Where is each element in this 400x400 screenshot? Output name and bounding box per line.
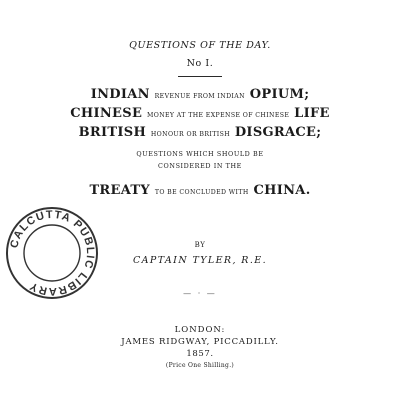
title-line-3	[0, 125, 400, 140]
title-line-3-small: HONOUR OR BRITISH	[150, 131, 231, 138]
title-line-3-word-a: BRITISH	[78, 125, 147, 140]
by-label: BY	[194, 241, 206, 249]
short-rule	[178, 76, 222, 77]
stamp-outer-ring	[7, 208, 97, 298]
imprint-publisher: JAMES RIDGWAY, PICCADILLY.	[121, 337, 279, 347]
imprint-price: (Price One Shilling.)	[165, 362, 235, 369]
title-line-2-word-b: LIFE	[294, 106, 330, 121]
stamp-text	[8, 209, 96, 297]
title-line-4-small: TO BE CONCLUDED WITH	[154, 189, 249, 196]
title-line-4-word-a: TREATY	[89, 183, 150, 198]
title-line-1-word-b: OPIUM;	[249, 87, 310, 102]
title-line-1-word-a: INDIAN	[90, 87, 150, 102]
title-line-2-small: MONEY AT THE EXPENSE OF CHINESE	[146, 112, 290, 119]
series-title: QUESTIONS OF THE DAY.	[129, 40, 271, 51]
title-line-4	[0, 183, 400, 198]
library-stamp	[4, 205, 100, 301]
series-number: No I.	[186, 58, 214, 69]
title-line-1	[0, 87, 400, 102]
title-line-2-word-a: CHINESE	[70, 106, 143, 121]
title-line-4-word-b: CHINA.	[253, 183, 311, 198]
title-line-3-word-b: DISGRACE;	[234, 125, 322, 140]
ornamental-divider: — · —	[183, 289, 217, 298]
imprint-city: LONDON:	[174, 325, 226, 335]
stamp-inner-ring	[24, 225, 80, 281]
imprint-year: 1857.	[186, 349, 214, 359]
questions-line-1: QUESTIONS WHICH SHOULD BE	[136, 150, 264, 158]
title-line-1-small: REVENUE FROM INDIAN	[154, 93, 245, 100]
questions-line-2: CONSIDERED IN THE	[158, 162, 242, 170]
stamp-text-path: CALCUTTA PUBLIC LIBRARY	[8, 208, 97, 298]
title-line-2	[0, 106, 400, 121]
author-name: CAPTAIN TYLER, R.E.	[132, 255, 268, 266]
